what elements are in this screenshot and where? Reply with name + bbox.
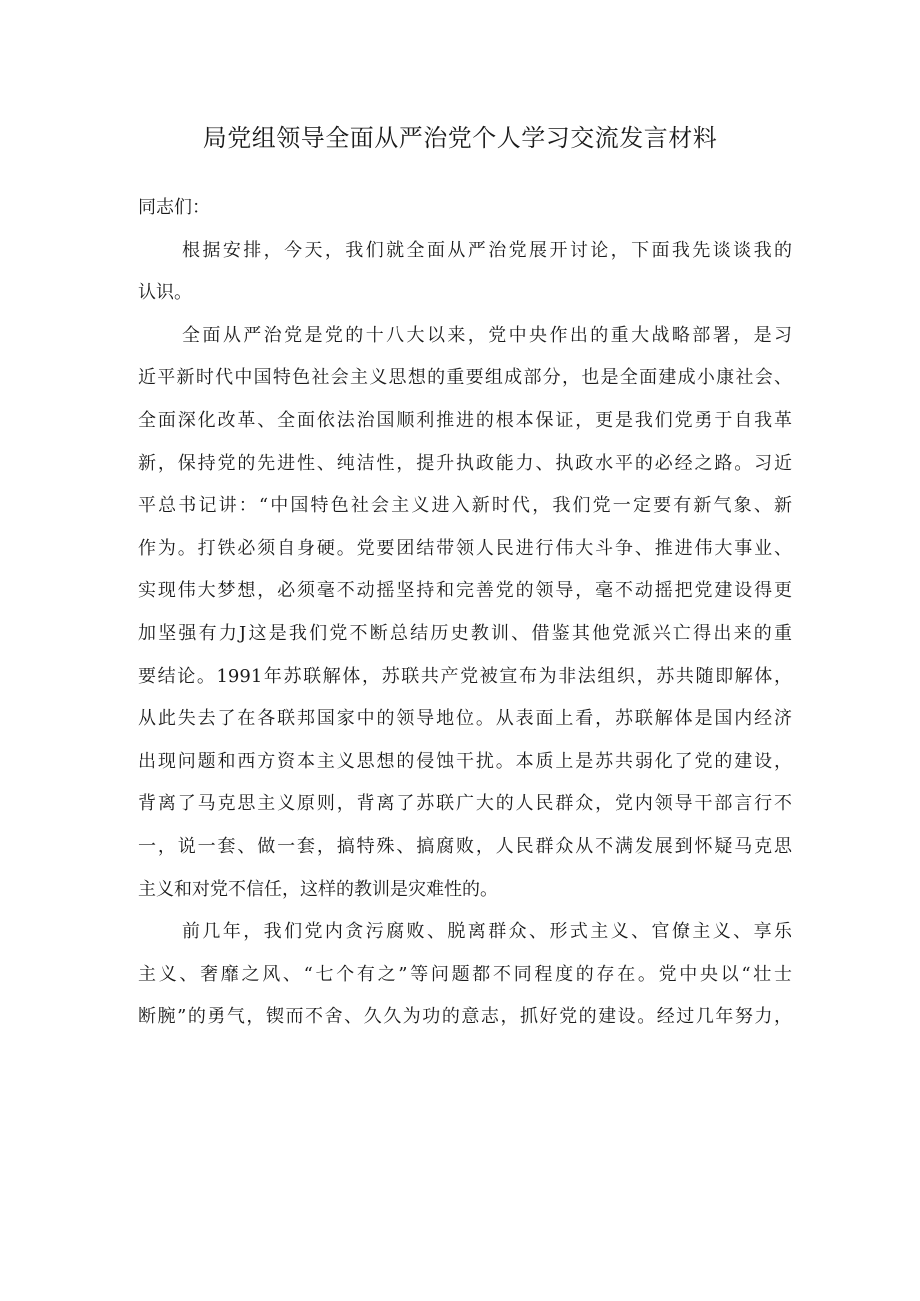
document-title: 局党组领导全面从严治党个人学习交流发言材料 — [202, 124, 718, 152]
paragraph-2-line-3: 全面深化改革、全面依法治国顺利推进的根本保证，更是我们党勇于自我革 — [138, 409, 792, 431]
paragraph-2-line-12: 背离了马克思主义原则，背离了苏联广大的人民群众，党内领导干部言行不 — [138, 793, 792, 815]
paragraph-1-line-1: 根据安排，今天，我们就全面从严治党展开讨论，下面我先谈谈我的 — [182, 239, 792, 261]
paragraph-2-line-10: 从此失去了在各联邦国家中的领导地位。从表面上看，苏联解体是国内经济 — [138, 708, 792, 730]
paragraph-3-line-3: 断腕”的勇气，锲而不舍、久久为功的意志，抓好党的建设。经过几年努力， — [138, 1006, 792, 1028]
paragraph-2-line-14: 主义和对党不信任，这样的教训是灾难性的。 — [138, 878, 498, 900]
paragraph-2-line-9: 要结论。1991年苏联解体，苏联共产党被宣布为非法组织，苏共随即解体， — [138, 665, 792, 687]
salutation-line: 同志们： — [138, 197, 210, 218]
paragraph-2-line-1: 全面从严治党是党的十八大以来，党中央作出的重大战略部署，是习 — [182, 324, 792, 346]
paragraph-2-line-13: 一，说一套、做一套，搞特殊、搞腐败，人民群众从不满发展到怀疑马克思 — [138, 835, 792, 857]
paragraph-3-line-1: 前几年，我们党内贪污腐败、脱离群众、形式主义、官僚主义、享乐 — [182, 921, 792, 943]
paragraph-2-line-6: 作为。打铁必须自身硬。党要团结带领人民进行伟大斗争、推进伟大事业、 — [138, 537, 792, 559]
paragraph-3-line-2: 主义、奢靡之风、“七个有之”等问题都不同程度的存在。党中央以“壮士 — [138, 963, 792, 985]
paragraph-2-line-2: 近平新时代中国特色社会主义思想的重要组成部分，也是全面建成小康社会、 — [138, 367, 792, 389]
paragraph-2-line-5: 平总书记讲：“中国特色社会主义进入新时代，我们党一定要有新气象、新 — [138, 495, 792, 517]
paragraph-2-line-7: 实现伟大梦想，必须毫不动摇坚持和完善党的领导，毫不动摇把党建设得更 — [138, 580, 792, 602]
paragraph-2-line-8: 加坚强有力J这是我们党不断总结历史教训、借鉴其他党派兴亡得出来的重 — [138, 622, 792, 644]
paragraph-1-line-2: 认识。 — [138, 282, 192, 304]
paragraph-2-line-4: 新，保持党的先进性、纯洁性，提升执政能力、执政水平的必经之路。习近 — [138, 452, 792, 474]
document-body — [138, 187, 792, 1039]
paragraph-2-line-11: 出现问题和西方资本主义思想的侵蚀干扰。本质上是苏共弱化了党的建设， — [138, 750, 792, 772]
